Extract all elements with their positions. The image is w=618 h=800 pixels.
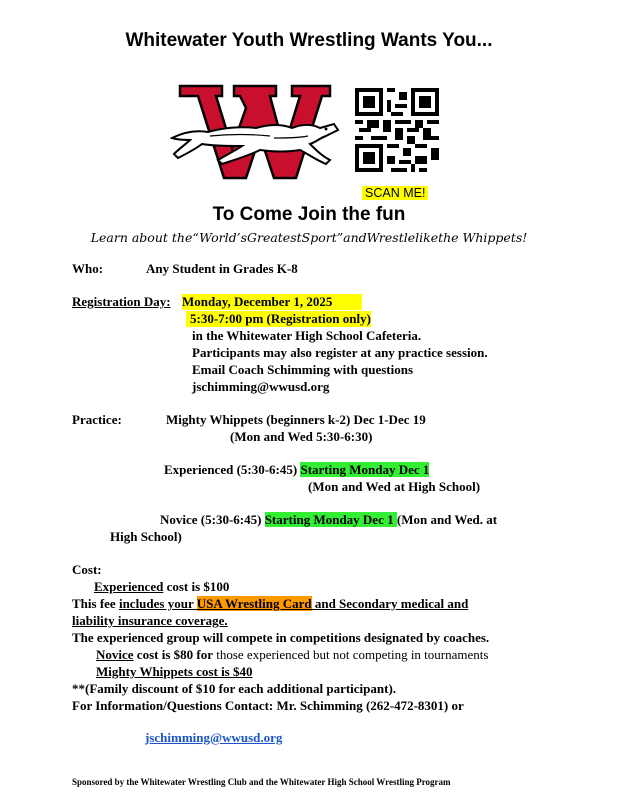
usa-wrestling-card: USA Wrestling Card [196,596,312,611]
registration-location: in the Whitewater High School Cafeteria. [192,328,422,343]
contact-line: For Information/Questions Contact: Mr. Schimming (262-472-8301) or [72,698,464,713]
novice-cost [96,647,488,663]
registration-email: jschimming@wwusd.org [192,379,330,394]
experienced-prefix: Experienced (5:30-6:45) [164,462,301,477]
practice-label: Practice: [72,412,122,427]
tagline: Learn about the“World’sGreatestSport”andWrestlelikethe Whippets! [90,230,528,245]
cost-label: Cost: [72,562,102,577]
experienced-cost [94,579,229,595]
experienced-schedule: (Mon and Wed at High School) [308,479,481,494]
fee-prefix: This fee [72,596,119,611]
compete-note: The experienced group will compete in competitions designated by coaches. [72,630,490,645]
novice-cost-bold: cost is $80 for [133,647,213,662]
who-value: Any Student in Grades K-8 [146,261,298,276]
qr-code-icon [355,88,439,172]
registration-date: Monday, December 1, 2025 [182,294,362,310]
experienced-practice [164,462,429,478]
fee-line [72,596,468,612]
novice-prefix: Novice (5:30-6:45) [160,512,265,527]
registration-time: 5:30-7:00 pm (Registration only) [186,311,371,327]
mighty-whippets-schedule: (Mon and Wed 5:30-6:30) [230,429,373,444]
novice-suffix: (Mon and Wed. at [396,512,498,527]
whitewater-logo [170,80,340,185]
fee-rest: and Secondary medical and [311,596,469,611]
sponsor-footer: Sponsored by the Whitewater Wrestling Club and the Whitewater High School Wrestling Program [72,777,451,787]
novice-cost-label: Novice [96,647,134,662]
qr-code[interactable] [355,88,439,172]
w-whippet-logo-icon [170,80,340,185]
registration-label: Registration Day: [72,294,171,309]
experienced-start: Starting Monday Dec 1 [300,462,430,477]
experienced-cost-text: cost is $100 [163,579,230,594]
join-heading: To Come Join the fun [212,204,406,225]
page-title: Whitewater Youth Wrestling Wants You... [125,30,493,51]
who-label: Who: [72,261,104,276]
scan-me-label: SCAN ME! [362,186,428,200]
novice-cost-rest: those experienced but not competing in tournaments [212,647,489,662]
novice-schedule: High School) [110,529,182,544]
contact-email-link[interactable]: jschimming@wwusd.org [145,730,283,745]
mighty-whippets-cost: Mighty Whippets cost is $40 [96,664,253,679]
fee-includes: includes your [118,596,197,611]
registration-email-note: Email Coach Schimming with questions [192,362,414,377]
novice-start: Starting Monday Dec 1 [264,512,397,527]
mighty-whippets-practice: Mighty Whippets (beginners k-2) Dec 1-Dec 19 [166,412,426,427]
family-discount: **(Family discount of $10 for each additional participant). [72,681,397,696]
fee-insurance: liability insurance coverage. [72,613,228,628]
novice-practice [160,512,497,528]
experienced-cost-label: Experienced [94,579,164,594]
registration-practice-note: Participants may also register at any practice session. [192,345,488,360]
